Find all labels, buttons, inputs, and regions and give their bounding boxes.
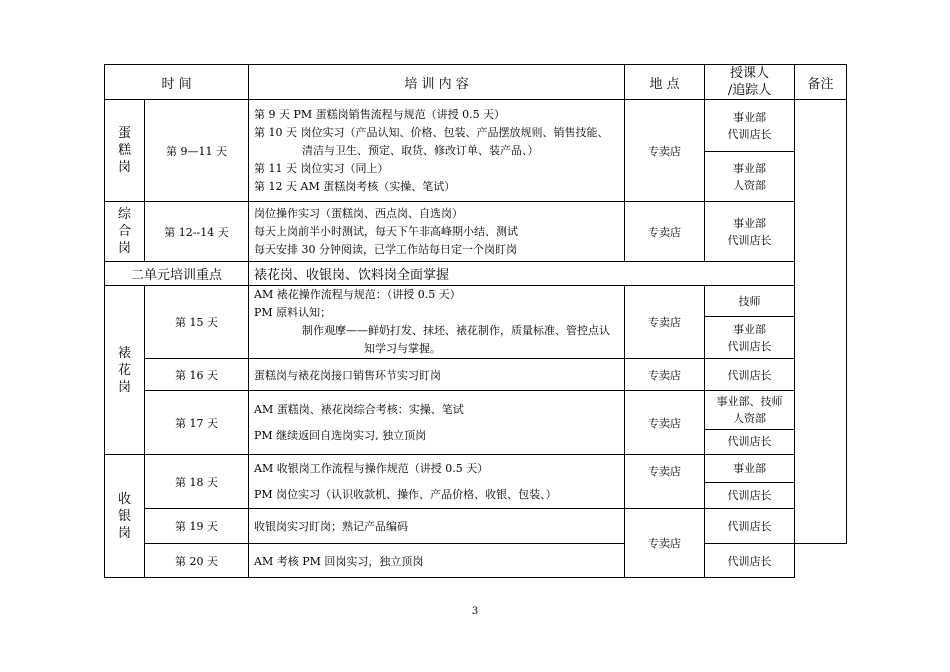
decor-d17-days: 第 17 天: [145, 391, 249, 455]
cashier-d18-trainer-cell: [705, 455, 795, 509]
decor-d17-trainer-cell: [705, 391, 795, 455]
cake-location: 专卖店: [625, 100, 705, 202]
decor-d16-content: 蛋糕岗与裱花岗接口销售环节实习盯岗: [249, 359, 625, 391]
cake-row-a: [105, 100, 847, 152]
combined-post-label: 综 合 岗: [105, 202, 145, 262]
cashier-d20-trainer: 代训店长: [705, 544, 795, 578]
training-schedule-table: [104, 64, 847, 578]
cashier-d18-row: [105, 455, 847, 509]
decor-d17-location: 专卖店: [625, 391, 705, 455]
decor-d17-content: AM 蛋糕岗、裱花岗综合考核：实操、笔试 PM 继续返回自选岗实习, 独立顶岗: [249, 391, 625, 455]
cashier-d19-content: 收银岗实习盯岗；熟记产品编码: [249, 509, 625, 544]
cake-trainer-2: 事业部 人资部: [705, 152, 795, 202]
decor-d15-row-a: [105, 286, 847, 317]
decor-d15-days: 第 15 天: [145, 286, 249, 359]
cashier-d18-trainer-1: 事业部: [705, 456, 794, 483]
decor-d15-trainer-2: 事业部 代训店长: [705, 317, 795, 359]
header-trainer-line1: 授课人: [730, 66, 770, 81]
cashier-d19-days: 第 19 天: [145, 509, 249, 544]
cashier-d18-location: 专卖店: [625, 455, 705, 509]
combined-days: 第 12--14 天: [145, 202, 249, 262]
header-row: [105, 65, 847, 100]
cashier-d18-content: AM 收银岗工作流程与操作规范（讲授 0.5 天） PM 岗位实习（认识收款机、操作、产品价格、收银、包装、）: [249, 455, 625, 509]
decor-d15-content: AM 裱花操作流程与规范：（讲授 0.5 天） PM 原料认知； 制作观摩——鲜奶打发、抹坯、裱花制作，质量标准、管控点认 知学习与掌握。: [249, 286, 625, 359]
decor-post-label: 裱 花 岗: [105, 286, 145, 455]
cashier-post-label: 收 银 岗: [105, 455, 145, 578]
header-trainer-line2: /追踪人: [727, 83, 772, 98]
cashier-d19-20-location: 专卖店: [625, 509, 705, 578]
unit2-row: [105, 262, 847, 286]
cashier-d18-trainer-2: 代训店长: [727, 488, 772, 502]
decor-d17-trainer-2: 代训店长: [727, 435, 772, 448]
decor-d15-trainer-1: 技师: [705, 286, 795, 317]
unit2-label: 二单元培训重点: [105, 262, 249, 286]
combined-location: 专卖店: [625, 202, 705, 262]
decor-d17-row: [105, 391, 847, 455]
header-trainer: [705, 65, 795, 100]
cake-content: 第 9 天 PM 蛋糕岗销售流程与规范（讲授 0.5 天） 第 10 天 岗位实习（产品认知、价格、包装、产品摆放规则、销售技能、 清洁与卫生、预定、取货、修改订单、装产品、） 第 11 天 岗位实习（同上） 第 12 天 AM 蛋糕岗考核（实操、笔试）: [249, 100, 625, 202]
remarks-cell: [795, 100, 847, 544]
decor-d17-trainer-1: 事业部、技师 人资部: [705, 391, 794, 430]
decor-d16-trainer: 代训店长: [705, 359, 795, 391]
cashier-d19-trainer: 代训店长: [705, 509, 795, 544]
unit2-focus: 裱花岗、收银岗、饮料岗全面掌握: [249, 262, 795, 286]
cashier-d20-days: 第 20 天: [145, 544, 249, 578]
combined-content: 岗位操作实习（蛋糕岗、西点岗、自选岗） 每天上岗前半小时测试，每天下午非高峰期小结、测试 每天安排 30 分钟阅读，已学工作站每日定一个岗盯岗: [249, 202, 625, 262]
cashier-d20-row: [105, 544, 847, 578]
decor-d16-location: 专卖店: [625, 359, 705, 391]
header-content: 培 训 内 容: [249, 65, 625, 100]
header-remarks: 备注: [795, 65, 847, 100]
combined-trainer: 事业部 代训店长: [705, 202, 795, 262]
cake-days: 第 9—11 天: [145, 100, 249, 202]
cake-trainer-1: 事业部 代训店长: [705, 100, 795, 152]
decor-d16-days: 第 16 天: [145, 359, 249, 391]
cashier-d18-days: 第 18 天: [145, 455, 249, 509]
combined-row: [105, 202, 847, 262]
page-number: 3: [471, 606, 479, 617]
cashier-d19-row: [105, 509, 847, 544]
decor-d16-row: [105, 359, 847, 391]
cashier-d20-content: AM 考核 PM 回岗实习，独立顶岗: [249, 544, 625, 578]
cake-post-label: 蛋 糕 岗: [105, 100, 145, 202]
decor-d15-location: 专卖店: [625, 286, 705, 359]
header-time: 时 间: [105, 65, 249, 100]
header-location: 地 点: [625, 65, 705, 100]
